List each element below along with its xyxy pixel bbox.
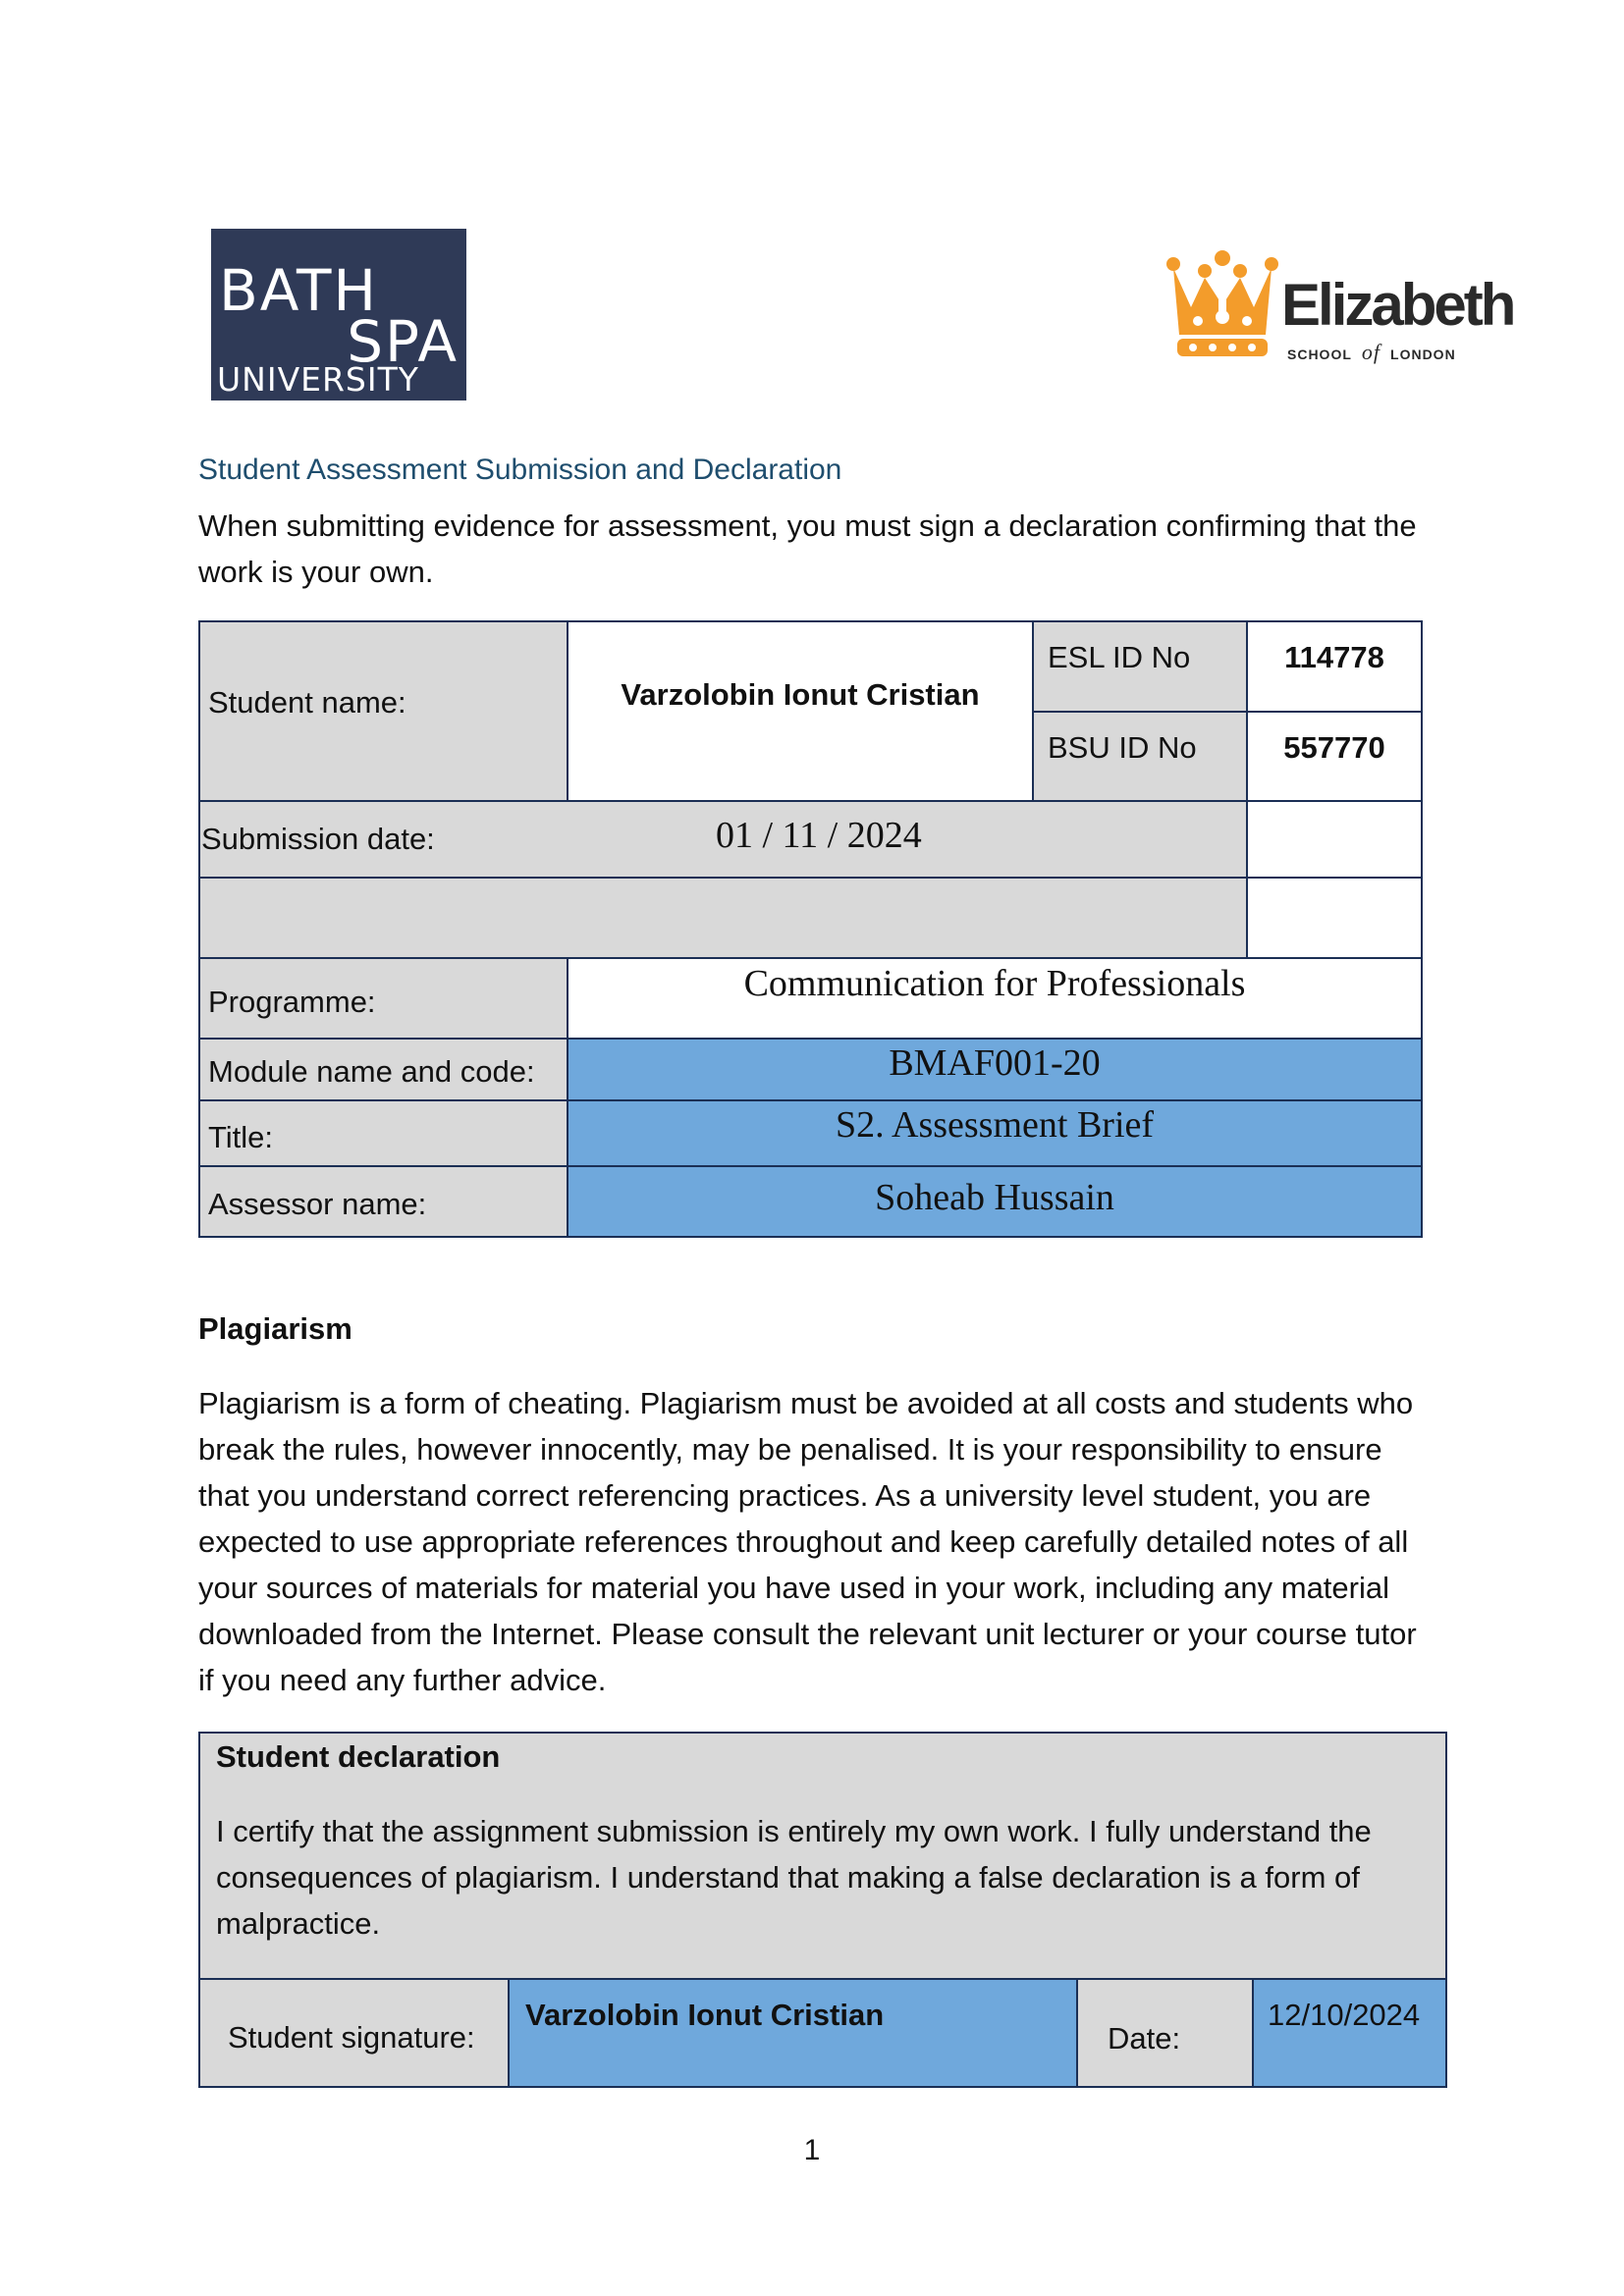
title-label: Title:	[208, 1120, 274, 1154]
programme-value-cell[interactable]	[567, 957, 1423, 1040]
student-name-value: Varzolobin Ionut Cristian	[621, 677, 980, 712]
logo-subtitle: SCHOOL of LONDON	[1287, 340, 1456, 364]
student-name-label-cell	[198, 620, 568, 802]
module-value: BMAF001-20	[889, 1042, 1101, 1084]
signature-value: Varzolobin Ionut Cristian	[525, 1998, 885, 2032]
page-number: 1	[803, 2134, 821, 2166]
declaration-text: I certify that the assignment submission is entirely my own work. I fully understand the consequences of plagiarism. I understand that making a false declaration is a form of malpractice.	[216, 1814, 1372, 1941]
empty-grey-cell	[198, 877, 1248, 959]
date-label: Date:	[1108, 2021, 1181, 2056]
esl-id-value-cell[interactable]	[1246, 620, 1423, 713]
submission-extra-cell	[1246, 800, 1423, 879]
module-value-cell[interactable]	[567, 1038, 1423, 1101]
signature-label: Student signature:	[228, 2020, 475, 2055]
date-value-cell[interactable]	[1252, 1978, 1447, 2088]
programme-value: Communication for Professionals	[743, 963, 1246, 1004]
assessor-label-cell	[198, 1165, 568, 1238]
page-title: Student Assessment Submission and Declaration	[198, 454, 842, 486]
bsu-id-label: BSU ID No	[1048, 730, 1197, 765]
declaration-heading: Student declaration	[216, 1739, 501, 1774]
date-value: 12/10/2024	[1268, 1998, 1421, 2032]
submission-date-value: 01 / 11 / 2024	[716, 815, 922, 856]
logo-text-elizabeth: Elizabeth	[1281, 272, 1514, 338]
logo-text-university: UNIVERSITY	[217, 360, 419, 399]
signature-value-cell[interactable]	[508, 1978, 1078, 2088]
student-name-value-cell[interactable]	[567, 620, 1034, 802]
esl-id-value: 114778	[1284, 640, 1384, 674]
bsu-id-value-cell[interactable]	[1246, 711, 1423, 802]
empty-white-cell	[1246, 877, 1423, 959]
plagiarism-heading: Plagiarism	[198, 1311, 352, 1346]
title-label-cell	[198, 1099, 568, 1167]
submission-date-cell[interactable]	[198, 800, 1248, 879]
assessor-label: Assessor name:	[208, 1187, 427, 1221]
programme-label: Programme:	[208, 985, 376, 1019]
plagiarism-text: Plagiarism is a form of cheating. Plagiarism must be avoided at all costs and students who break the rules, however innocently, may be penalised. It is your responsibility to ensure that you understand correct referencing practices. As a university level student, you are expected to use appropriate references throughout and keep carefully detailed notes of all your sources of materials for material you have used in your work, including any material downloaded from the Internet. Please consult the relevant unit lecturer or your course tutor if you need any further advice.	[198, 1386, 1417, 1697]
elizabeth-school-logo	[1164, 239, 1514, 366]
crown-icon	[1164, 239, 1281, 361]
assessor-value-cell[interactable]	[567, 1165, 1423, 1238]
signature-label-cell	[198, 1978, 510, 2088]
esl-id-label-cell	[1032, 620, 1248, 713]
assessor-value: Soheab Hussain	[875, 1177, 1114, 1218]
esl-id-label: ESL ID No	[1048, 640, 1191, 674]
student-name-label: Student name:	[208, 685, 406, 720]
programme-label-cell	[198, 957, 568, 1040]
bsu-id-label-cell	[1032, 711, 1248, 802]
submission-date-label: Submission date:	[201, 822, 435, 856]
declaration-text-cell	[198, 1732, 1447, 1980]
date-label-cell	[1076, 1978, 1254, 2088]
logo-text-bath: BATH	[219, 257, 379, 324]
bath-spa-university-logo	[211, 229, 466, 400]
title-value-cell[interactable]	[567, 1099, 1423, 1167]
title-value: S2. Assessment Brief	[835, 1104, 1155, 1146]
module-label-cell	[198, 1038, 568, 1101]
bsu-id-value: 557770	[1283, 730, 1385, 765]
intro-text: When submitting evidence for assessment, you must sign a declaration confirming that the work is your own.	[198, 508, 1417, 589]
logo-text-spa: SPA	[347, 308, 459, 375]
module-label: Module name and code:	[208, 1054, 535, 1089]
